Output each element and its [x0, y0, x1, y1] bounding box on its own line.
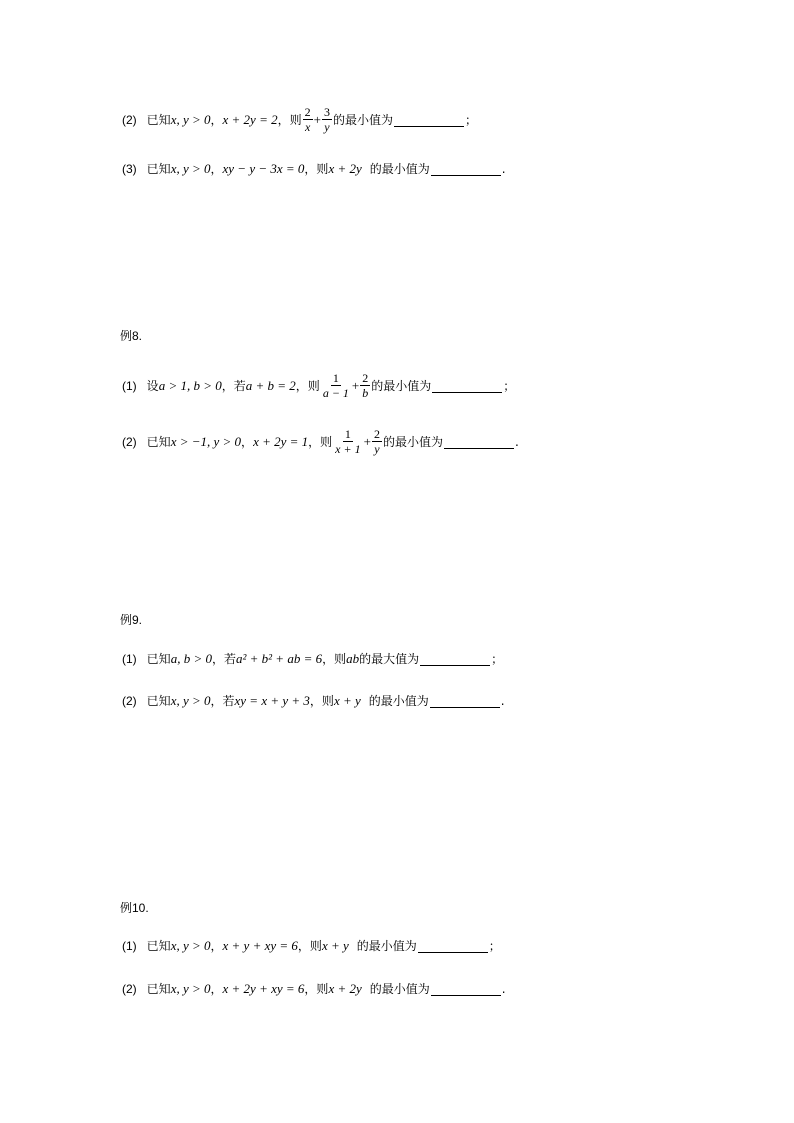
answer-blank[interactable] [431, 982, 501, 996]
math-expression: x + y + xy = 6 [222, 937, 298, 953]
problem-text: ，若 [211, 652, 236, 666]
numerator: 2 [373, 427, 380, 441]
denominator: x + 1 [335, 442, 361, 456]
problem-text: 的最小值为 [356, 939, 417, 953]
answer-blank[interactable] [444, 435, 514, 449]
plus-sign: + [313, 111, 321, 127]
punctuation: . [501, 981, 506, 996]
problem-10-1 [122, 937, 501, 954]
problem-7-2 [122, 106, 477, 133]
math-expression: a + b = 2 [245, 377, 296, 393]
plus-sign: + [363, 433, 371, 449]
problem-text: 的最小值为 [369, 162, 430, 176]
math-expression: x, y > 0 [170, 980, 211, 996]
example-heading: 例9. [120, 613, 143, 627]
problem-text: 已知 [146, 113, 171, 127]
problem-number: (1) [122, 938, 137, 953]
answer-blank[interactable] [430, 694, 500, 708]
fraction [372, 428, 382, 455]
problem-text: ， [210, 162, 223, 176]
problem-9-2 [122, 692, 505, 709]
fraction [333, 428, 362, 455]
punctuation: ； [488, 939, 501, 953]
math-expression: x + 2y [328, 980, 362, 996]
problem-text: ，若 [210, 694, 235, 708]
problem-text: ，若 [221, 379, 246, 393]
example-heading: 例10. [120, 901, 149, 915]
math-expression: xy − y − 3x = 0 [222, 160, 305, 176]
problem-text: 已知 [146, 694, 171, 708]
math-expression: x, y > 0 [170, 937, 211, 953]
problem-9-1 [122, 650, 503, 667]
denominator: b [362, 386, 369, 400]
denominator: a − 1 [322, 386, 349, 400]
problem-8-1 [122, 372, 515, 399]
punctuation: ； [503, 379, 516, 393]
punctuation: . [500, 693, 505, 708]
problem-text: 的最大值为 [359, 652, 420, 666]
problem-number: (3) [122, 161, 137, 176]
math-expression: x > −1, y > 0 [170, 433, 242, 449]
answer-blank[interactable] [432, 379, 502, 393]
answer-blank[interactable] [394, 113, 464, 127]
numerator: 2 [362, 371, 369, 385]
punctuation: . [501, 161, 506, 176]
problem-10-2 [122, 980, 506, 997]
numerator: 3 [323, 105, 330, 119]
answer-blank[interactable] [431, 162, 501, 176]
problem-text: ， [241, 435, 254, 449]
problem-text: ，则 [322, 652, 347, 666]
problem-text: 已知 [146, 652, 171, 666]
answer-blank[interactable] [420, 652, 490, 666]
problem-text: 设 [146, 379, 159, 393]
problem-text: 已知 [146, 162, 171, 176]
math-expression: x + 2y + xy = 6 [222, 980, 305, 996]
fraction [303, 106, 313, 133]
problem-text: 的最小值为 [332, 113, 393, 127]
fraction [321, 372, 351, 399]
problem-text: ，则 [297, 939, 322, 953]
problem-number: (1) [122, 651, 137, 666]
problem-number: (1) [122, 378, 137, 393]
problem-text: ，则 [304, 162, 329, 176]
plus-sign: + [351, 377, 360, 393]
problem-8-2 [122, 428, 519, 455]
problem-text: 已知 [146, 435, 171, 449]
math-expression: x + y [321, 937, 349, 953]
math-expression: x + y [333, 692, 361, 708]
math-expression: x, y > 0 [170, 111, 211, 127]
punctuation: . [514, 434, 519, 449]
numerator: 1 [344, 427, 351, 441]
punctuation: ； [464, 113, 477, 127]
answer-blank[interactable] [418, 939, 488, 953]
denominator: y [324, 120, 330, 134]
problem-number: (2) [122, 981, 137, 996]
problem-text: ，则 [308, 435, 333, 449]
numerator: 2 [304, 105, 311, 119]
problem-number: (2) [122, 112, 137, 127]
math-expression: xy = x + y + 3 [234, 692, 310, 708]
problem-text: 的最小值为 [369, 982, 430, 996]
fraction [360, 372, 370, 399]
denominator: x [304, 120, 311, 134]
math-expression: x + 2y = 1 [253, 433, 309, 449]
problem-7-3 [122, 160, 506, 177]
punctuation: ； [491, 652, 504, 666]
problem-text: 已知 [146, 982, 171, 996]
math-expression: x, y > 0 [170, 160, 211, 176]
math-expression: a, b > 0 [170, 650, 212, 666]
problem-text: 的最小值为 [368, 694, 429, 708]
problem-text: ，则 [295, 379, 320, 393]
math-expression: x, y > 0 [170, 692, 211, 708]
problem-text: 的最小值为 [371, 379, 432, 393]
problem-text: ， [210, 982, 223, 996]
problem-text: 的最小值为 [382, 435, 443, 449]
problem-text: ，则 [277, 113, 302, 127]
math-expression: ab [346, 650, 360, 666]
problem-text: ，则 [304, 982, 329, 996]
fraction [322, 106, 332, 133]
problem-text: 已知 [146, 939, 171, 953]
problem-text: ， [210, 939, 223, 953]
problem-text: ，则 [309, 694, 334, 708]
math-expression: a² + b² + ab = 6 [235, 650, 323, 666]
denominator: y [374, 442, 380, 456]
numerator: 1 [332, 371, 339, 385]
example-heading: 例8. [120, 329, 143, 343]
problem-text: ， [210, 113, 223, 127]
problem-number: (2) [122, 693, 137, 708]
math-expression: a > 1, b > 0 [158, 377, 222, 393]
math-expression: x + 2y [328, 160, 362, 176]
math-expression: x + 2y = 2 [222, 111, 278, 127]
problem-number: (2) [122, 434, 137, 449]
